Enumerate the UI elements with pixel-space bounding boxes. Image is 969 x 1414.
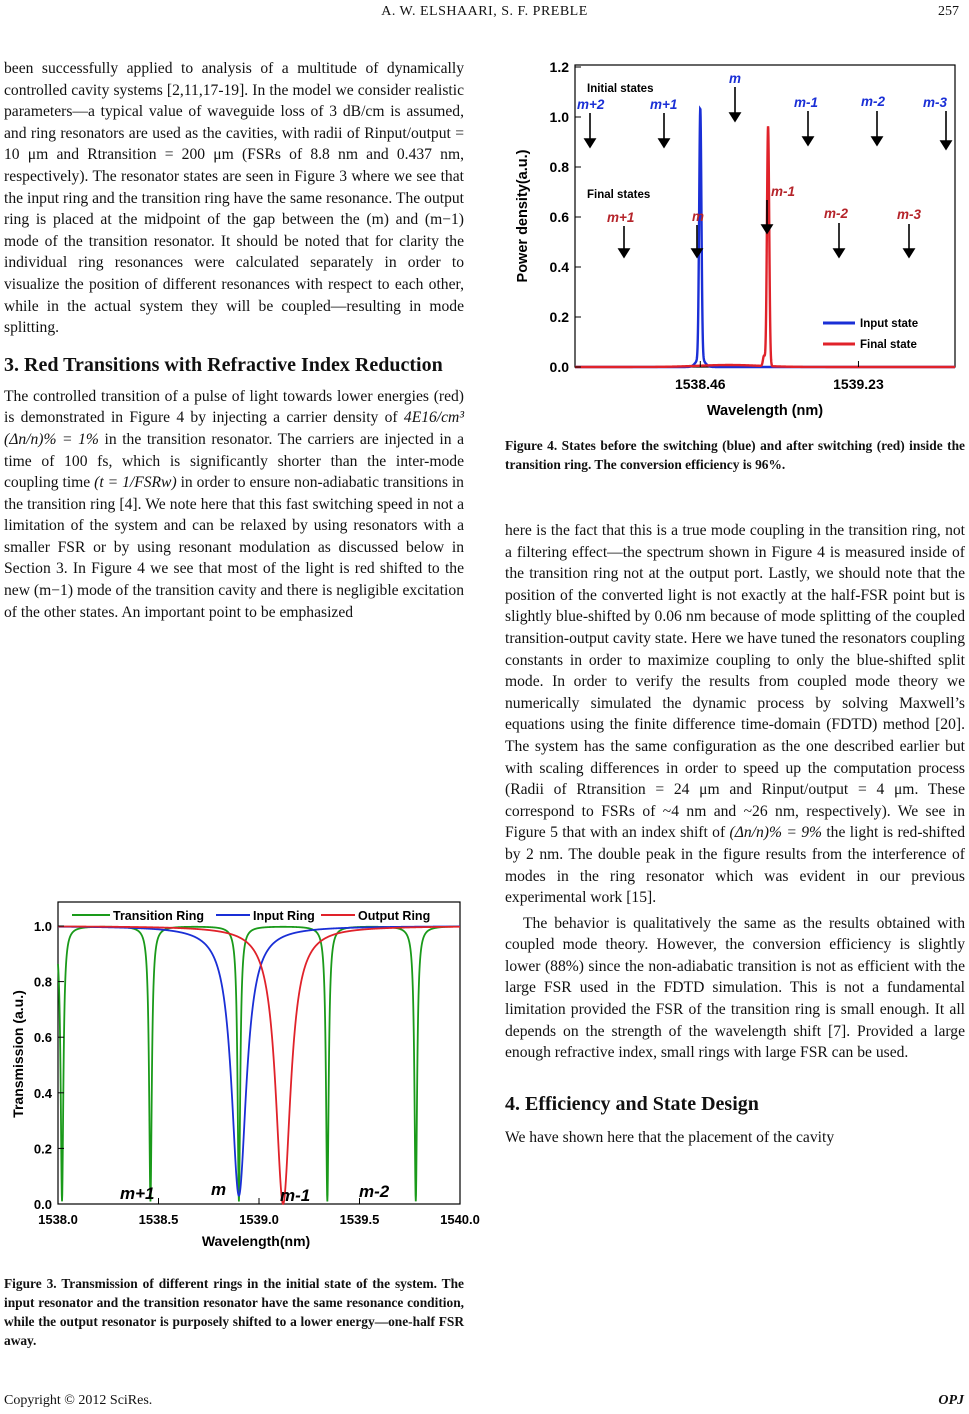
fig4-final-m-minus-2: m-2 xyxy=(824,206,849,221)
figure-4-caption: Figure 4. States before the switching (blue) and after switching (red) inside the transition ring. The conversion efficiency is 96%. xyxy=(505,438,965,472)
figure-3-chart xyxy=(6,902,480,1266)
fig3-label-m-minus-1: m-1 xyxy=(280,1186,311,1205)
fig4-final-m-plus-1: m+1 xyxy=(607,210,635,225)
fig4-ytick-label: 1.0 xyxy=(549,109,569,125)
right-paragraph-2: The behavior is qualitatively the same as the results obtained with coupled mode theory. However, the conversion efficiency is slightly lower (88%) since the non-adiabatic transition is not as efficient with the large FSR used in the FDTD simulation. This is not a fundamental limitation provided the FSR of the transition ring is small enough. It all depends on the strength of the wavelength shift [7]. Provided a large enough refractive index, small rings with large FSR can be used. xyxy=(505,914,965,1062)
fig3-ytick-label: 0.8 xyxy=(33,974,52,990)
fig4-ytick-label: 0.4 xyxy=(549,259,569,275)
fig4-xtick-label: 1539.23 xyxy=(833,376,884,392)
figure-3-caption: Figure 3. Transmission of different rings in the initial state of the system. The input resonator and the transition resonator have the same resonance condition, while the output resonator is purposely shifted to a lower energy—one-half FSR away. xyxy=(4,1276,464,1348)
formula-coupling-time: (t = 1/FSRw) xyxy=(94,474,177,492)
left-paragraph-1: been successfully applied to analysis of a multitude of dynamically controlled cavity systems [2,11,17-19]. In the model we consider realistic parameters—a typical value of waveguide loss of 3 dB/cm is assumed, and ring resonators are used as the cavities, with radii of Rinput/output = 10 μm and Rtransition = 200 μm (FSRs of 8.8 nm and 0.437 nm, respectively). The resonator states are seen in Figure 3 where we see that the input ring and the transition ring have the same resonance. The output ring is placed at the midpoint of the gap between the (m) and (m−1) mode of the transition resonator. It should be noted that for clarity the individual ring resonances were calculated separately in order to visualize the position of different resonances with respect to each other, while in the actual system they will be coupled—resulting in mode splitting. xyxy=(4,60,464,337)
fig3-xtick-label: 1538.5 xyxy=(138,1212,179,1227)
legend-output-ring: Output Ring xyxy=(358,909,431,923)
fig3-label-m-minus-2: m-2 xyxy=(359,1182,390,1201)
fig3-label-m-plus-1: m+1 xyxy=(120,1184,155,1203)
section-4-heading: 4. Efficiency and State Design xyxy=(505,1092,759,1115)
page-number: 257 xyxy=(938,4,959,19)
fig4-ytick-label: 1.2 xyxy=(549,59,569,75)
left-column xyxy=(4,58,464,623)
right-column xyxy=(505,520,965,1148)
fig4-ytick-label: 0.0 xyxy=(549,359,569,375)
fig4-final-m: m xyxy=(692,209,705,224)
fig3-ytick-label: 0.2 xyxy=(33,1141,52,1157)
fig4-initial-m-minus-2: m-2 xyxy=(861,94,886,109)
fig3-xtick-label: 1539.5 xyxy=(339,1212,380,1227)
fig3-label-m: m xyxy=(211,1180,227,1199)
fig4-ylabel: Power density(a.u.) xyxy=(515,149,531,283)
formula-carrier-density: 4E16/cm³ (Δn/n)% = 1% xyxy=(4,409,464,448)
left-paragraph-2a: The controlled transition of a pulse of light towards lower energies (red) is demonstrated in Figure 4 by injecting a carrier density of xyxy=(4,387,464,427)
running-title: A. W. ELSHAARI, S. F. PREBLE xyxy=(381,4,588,19)
left-paragraph-2b: in the transition resonator. The carriers are injected in a time of 100 fs, which is significantly shorter than the inter-mode coupling time xyxy=(4,430,464,492)
fig4-legend-input-state: Input state xyxy=(860,318,919,330)
right-paragraph-3: We have shown here that the placement of the cavity xyxy=(505,1128,835,1146)
fig4-xtick-label: 1538.46 xyxy=(674,376,726,392)
left-paragraph-2c: in order to ensure non-adiabatic transitions in the transition ring [4]. We note here that this fast switching speed in not a limitation of the system and can be relaxed by using resonators with a smaller FSR or by using resonant modulation as discussed below in Section 3. In Figure 4 we see that most of the light is red shifted to the new (m−1) mode of the transition cavity and there is negligible excitation of the other states. An important point to be emphasized xyxy=(4,474,464,621)
legend-input-ring: Input Ring xyxy=(253,909,315,923)
fig4-xlabel: Wavelength (nm) xyxy=(706,403,824,419)
fig3-xtick-label: 1539.0 xyxy=(239,1212,279,1227)
fig3-ylabel: Transmission (a.u.) xyxy=(10,990,26,1118)
right-paragraph-1b: the light is red-shifted by 2 nm. The double peak in the figure results from the interference of modes in the ring resonator which was evident in our previous experimental work [15]. xyxy=(505,824,965,907)
journal-abbrev: OPJ xyxy=(938,1393,964,1408)
right-paragraph-1a: here is the fact that this is a true mode coupling in the transition ring, not a filtering effect—the spectrum shown in Figure 4 is measured inside of the transition ring not at the output port. Lastly, we should note that the position of the converted light is not exactly at the half-FSR point but is slightly blue-shifted by 0.06 nm because of mode splitting of the coupled transition-output cavity state. Here we have tuned the resonators coupling constants in order to maximize coupling to only the blue-shifted split mode. In order to verify the results from coupled mode theory we numerically simulated the dynamic process by solving Maxwell’s equations using the finite difference time-domain (FDTD) method [20]. The system has the same configuration as the one described earlier but with scaling differences in order to speed up the computation process (Radii of Rtransition = 24 μm and Rinput/output = 4 μm. These correspond to FSRs of ~4 nm and ~26 nm, respectively). We see in Figure 5 that with an index shift of xyxy=(505,522,965,842)
fig4-ytick-label: 0.2 xyxy=(549,309,569,325)
fig4-initial-m-plus-1: m+1 xyxy=(650,97,678,112)
fig3-ytick-label: 0.4 xyxy=(33,1085,52,1101)
fig4-legend-final-state: Final state xyxy=(860,339,917,351)
fig3-xtick-label: 1538.0 xyxy=(38,1212,78,1227)
page-footer xyxy=(4,1393,964,1409)
fig4-initial-states-title: Initial states xyxy=(587,83,654,95)
fig4-initial-m-minus-1: m-1 xyxy=(794,95,819,110)
fig3-ytick-label: 0.6 xyxy=(33,1030,52,1046)
fig4-initial-m-plus-2: m+2 xyxy=(577,97,605,112)
fig4-final-m-minus-3: m-3 xyxy=(897,207,922,222)
copyright: Copyright © 2012 SciRes. xyxy=(4,1393,153,1408)
section-3-heading: 3. Red Transitions with Refractive Index Reduction xyxy=(4,353,443,376)
page-header xyxy=(0,4,969,28)
fig3-ytick-label: 1.0 xyxy=(33,919,52,934)
left-paragraph-2 xyxy=(4,386,464,624)
legend-transition-ring: Transition Ring xyxy=(113,909,204,923)
fig4-ytick-label: 0.6 xyxy=(549,209,569,225)
fig4-initial-m: m xyxy=(729,71,742,86)
fig4-final-m-minus-1: m-1 xyxy=(771,184,796,199)
fig3-xlabel: Wavelength(nm) xyxy=(201,1233,311,1249)
formula-index-shift: (Δn/n)% = 9% xyxy=(729,824,822,842)
fig4-initial-m-minus-3: m-3 xyxy=(923,95,948,110)
fig4-ytick-label: 0.8 xyxy=(549,159,569,175)
fig4-final-states-title: Final states xyxy=(587,189,651,201)
fig3-xtick-label: 1540.0 xyxy=(440,1212,480,1227)
fig3-ytick-label: 0.0 xyxy=(33,1197,52,1212)
right-paragraph-1 xyxy=(505,520,965,909)
figure-4-chart xyxy=(505,55,967,430)
